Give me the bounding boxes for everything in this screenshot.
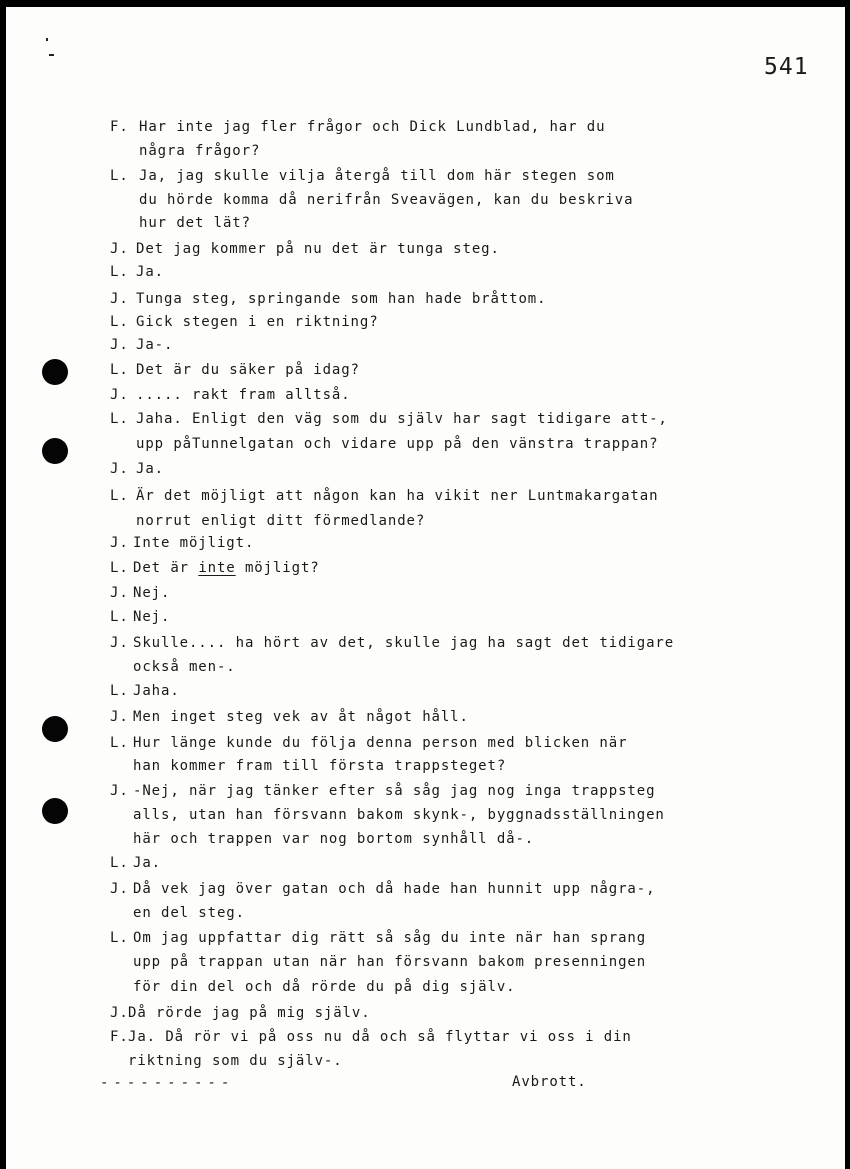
transcript-line: alls, utan han försvann bakom skynk-, byggnadsställningen bbox=[133, 807, 665, 823]
transcript-line: Ja. Då rör vi på oss nu då och så flyttar vi oss i din bbox=[128, 1029, 632, 1045]
speaker-label: J. bbox=[110, 635, 129, 651]
speaker-label: J. bbox=[110, 241, 129, 257]
transcript-line: Har inte jag fler frågor och Dick Lundblad, har du bbox=[139, 119, 606, 135]
transcript-line: också men-. bbox=[133, 659, 236, 675]
speaker-label: L. bbox=[110, 314, 129, 330]
speaker-label: F. bbox=[110, 1029, 129, 1045]
transcript-line: en del steg. bbox=[133, 905, 245, 921]
speaker-label: J. bbox=[110, 881, 129, 897]
transcript-line: Skulle.... ha hört av det, skulle jag ha sagt det tidigare bbox=[133, 635, 675, 651]
transcript-line: hur det lät? bbox=[139, 215, 251, 231]
transcript-line: upp på trappan utan när han försvann bakom presenningen bbox=[133, 954, 647, 970]
transcript-line: riktning som du själv-. bbox=[128, 1053, 343, 1069]
speaker-label: J. bbox=[110, 585, 129, 601]
speaker-label: L. bbox=[110, 411, 129, 427]
speaker-label: J. bbox=[110, 461, 129, 477]
transcript-line: ..... rakt fram alltså. bbox=[136, 387, 351, 403]
speaker-label: J. bbox=[110, 337, 129, 353]
line-text: möjligt? bbox=[235, 560, 320, 576]
punch-hole bbox=[42, 716, 68, 742]
transcript-line: Det jag kommer på nu det är tunga steg. bbox=[136, 241, 500, 257]
transcript-line bbox=[133, 559, 320, 577]
transcript-line: norrut enligt ditt förmedlande? bbox=[136, 513, 426, 529]
speaker-label: J. bbox=[110, 783, 129, 799]
transcript-line: Då rörde jag på mig själv. bbox=[128, 1005, 371, 1021]
speaker-label: L. bbox=[110, 609, 129, 625]
speaker-label: L. bbox=[110, 560, 129, 576]
speaker-label: L. bbox=[110, 488, 129, 504]
speaker-label: J. bbox=[110, 387, 129, 403]
speaker-label: J. bbox=[110, 291, 129, 307]
transcript-line: Inte möjligt. bbox=[133, 535, 255, 551]
document-page bbox=[6, 7, 845, 1169]
transcript-line: här och trappen var nog bortom synhåll då-. bbox=[133, 831, 535, 847]
transcript-line: Då vek jag över gatan och då hade han hunnit upp några-, bbox=[133, 881, 656, 897]
transcript-line: Jaha. Enligt den väg som du själv har sagt tidigare att-, bbox=[136, 411, 668, 427]
transcript-line: Nej. bbox=[133, 609, 171, 625]
footer-note: Avbrott. bbox=[512, 1074, 587, 1090]
transcript-line: Ja, jag skulle vilja återgå till dom här stegen som bbox=[139, 168, 615, 184]
speaker-label: J. bbox=[110, 1005, 129, 1021]
transcript-line: Nej. bbox=[133, 585, 171, 601]
transcript-line: du hörde komma då nerifrån Sveavägen, kan du beskriva bbox=[139, 192, 634, 208]
page-number: 541 bbox=[764, 54, 809, 80]
underlined-word: inte bbox=[198, 560, 236, 576]
speaker-label: F. bbox=[110, 119, 129, 135]
speaker-label: L. bbox=[110, 735, 129, 751]
speaker-label: J. bbox=[110, 709, 129, 725]
scan-speck bbox=[46, 38, 48, 41]
punch-hole bbox=[42, 798, 68, 824]
speaker-label: J. bbox=[110, 535, 129, 551]
separator-dashes: ---------- bbox=[100, 1075, 235, 1091]
punch-hole bbox=[42, 438, 68, 464]
speaker-label: L. bbox=[110, 168, 129, 184]
transcript-line: Hur länge kunde du följa denna person med blicken när bbox=[133, 735, 628, 751]
transcript-line: Gick stegen i en riktning? bbox=[136, 314, 379, 330]
transcript-line: Ja. bbox=[133, 855, 161, 871]
transcript-line: Men inget steg vek av åt något håll. bbox=[133, 709, 469, 725]
transcript-line: upp påTunnelgatan och vidare upp på den vänstra trappan? bbox=[136, 436, 659, 452]
speaker-label: L. bbox=[110, 264, 129, 280]
transcript-line: han kommer fram till första trappsteget? bbox=[133, 758, 507, 774]
speaker-label: L. bbox=[110, 930, 129, 946]
transcript-line: Ja. bbox=[136, 264, 164, 280]
punch-hole bbox=[42, 359, 68, 385]
transcript-line: Är det möjligt att någon kan ha vikit ner Luntmakargatan bbox=[136, 488, 659, 504]
transcript-line: Om jag uppfattar dig rätt så såg du inte när han sprang bbox=[133, 930, 647, 946]
transcript-line: för din del och då rörde du på dig själv. bbox=[133, 979, 516, 995]
transcript-line: Ja-. bbox=[136, 337, 174, 353]
transcript-line: Jaha. bbox=[133, 683, 180, 699]
transcript-line: Tunga steg, springande som han hade bråttom. bbox=[136, 291, 547, 307]
transcript-line: Ja. bbox=[136, 461, 164, 477]
speaker-label: L. bbox=[110, 362, 129, 378]
transcript-line: några frågor? bbox=[139, 143, 261, 159]
speaker-label: L. bbox=[110, 855, 129, 871]
transcript-line: Det är du säker på idag? bbox=[136, 362, 360, 378]
transcript-line: -Nej, när jag tänker efter så såg jag nog inga trappsteg bbox=[133, 783, 656, 799]
speaker-label: L. bbox=[110, 683, 129, 699]
line-text: Det är bbox=[133, 560, 199, 576]
scan-speck bbox=[49, 54, 54, 56]
